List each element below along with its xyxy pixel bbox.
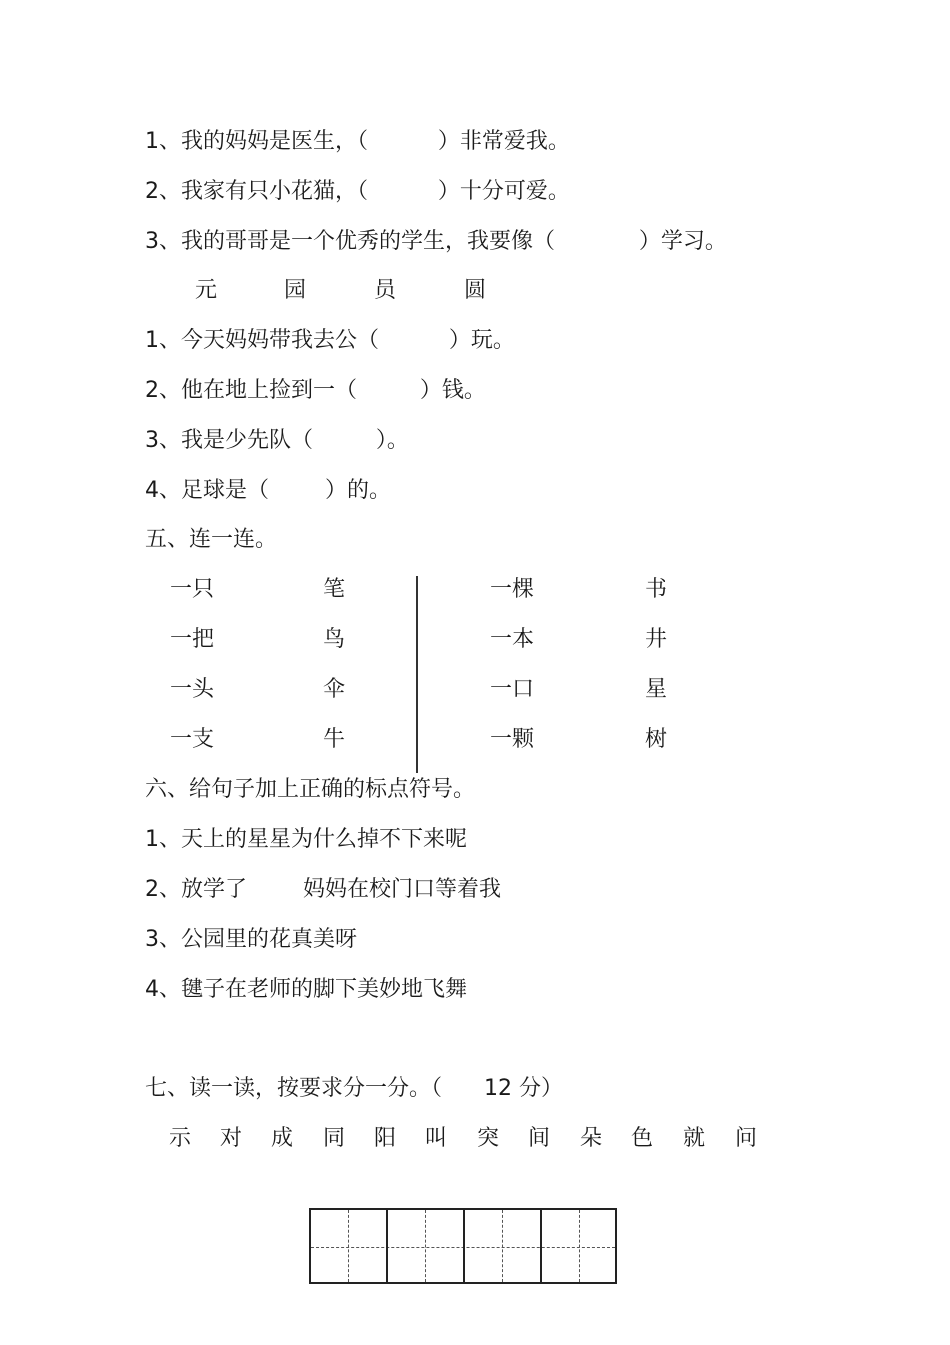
left-noun: 牛 [323,727,346,752]
homophone-option: 圆 [464,278,487,303]
right-noun: 井 [645,627,668,652]
grid-cell-border [463,1210,465,1282]
pronoun-question-2: 2、我家有只小花猫，（ ）十分可爱。 [145,179,570,204]
sort-character: 成 [271,1126,294,1151]
sort-character: 就 [683,1126,706,1151]
section-seven-title: 七、读一读，按要求分一分。（ 12 分） [145,1076,563,1101]
homophone-question-4: 4、足球是（ ）的。 [145,478,391,503]
punctuation-question-3: 3、公园里的花真美呀 [145,927,357,952]
grid-dashed-vertical [502,1210,503,1282]
grid-dashed-vertical [425,1210,426,1282]
sort-character: 示 [169,1126,192,1151]
left-noun: 笔 [323,577,346,602]
pronoun-question-1: 1、我的妈妈是医生，（ ）非常爱我。 [145,129,570,154]
sort-character: 叫 [425,1126,448,1151]
pronoun-question-3: 3、我的哥哥是一个优秀的学生，我要像（ ）学习。 [145,229,727,254]
section-five-title: 五、连一连。 [145,527,278,552]
sort-character: 对 [220,1126,243,1151]
left-measure-word: 一支 [170,727,215,752]
sort-character: 突 [477,1126,500,1151]
section-six-title: 六、给句子加上正确的标点符号。 [145,777,476,802]
sort-character: 阳 [374,1126,397,1151]
homophone-question-1: 1、今天妈妈带我去公（ ）玩。 [145,328,515,353]
homophone-question-2: 2、他在地上捡到一（ ）钱。 [145,378,486,403]
homophone-question-3: 3、我是少先队（ ）。 [145,428,409,453]
sort-character: 同 [323,1126,346,1151]
homophone-option: 员 [374,278,397,303]
grid-dashed-vertical [579,1210,580,1282]
left-measure-word: 一头 [170,677,215,702]
right-measure-word: 一本 [490,627,535,652]
sort-character: 色 [631,1126,654,1151]
sort-character: 问 [735,1126,758,1151]
grid-cell-border [386,1210,388,1282]
grid-dashed-vertical [348,1210,349,1282]
right-noun: 星 [645,677,668,702]
right-measure-word: 一棵 [490,577,535,602]
punctuation-question-4: 4、毽子在老师的脚下美妙地飞舞 [145,977,467,1002]
homophone-option: 元 [195,278,218,303]
left-measure-word: 一只 [170,577,215,602]
right-measure-word: 一颗 [490,727,535,752]
writing-grid[interactable] [309,1208,617,1284]
homophone-option: 园 [284,278,307,303]
right-measure-word: 一口 [490,677,535,702]
right-noun: 书 [645,577,668,602]
right-noun: 树 [645,727,668,752]
sort-character: 间 [528,1126,551,1151]
sort-character: 朵 [580,1126,603,1151]
left-measure-word: 一把 [170,627,215,652]
matching-divider [416,576,418,773]
grid-cell-border [540,1210,542,1282]
punctuation-question-2: 2、放学了 妈妈在校门口等着我 [145,877,501,902]
punctuation-question-1: 1、天上的星星为什么掉不下来呢 [145,827,467,852]
left-noun: 鸟 [323,627,346,652]
left-noun: 伞 [323,677,346,702]
